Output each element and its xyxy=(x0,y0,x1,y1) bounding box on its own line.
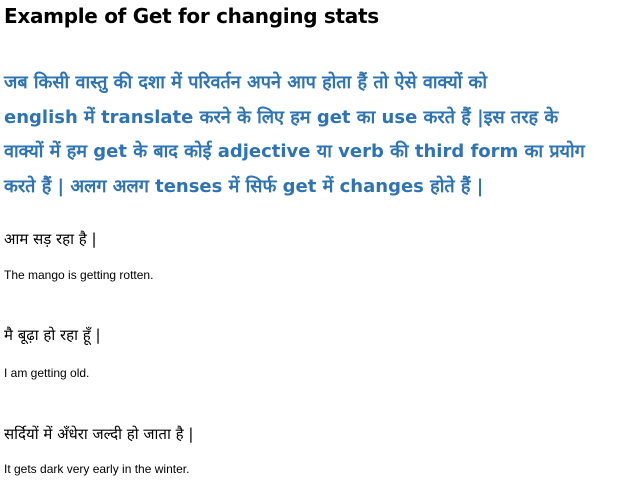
intro-line: english में translate करने के लिए हम get का use करते हैं |इस तरह के xyxy=(4,106,559,128)
example-english-2: I am getting old. xyxy=(4,366,90,380)
intro-line: जब किसी वास्तु की दशा में परिवर्तन अपने आप होता हैं तो ऐसे वाक्यों को xyxy=(4,72,488,93)
intro-paragraph xyxy=(4,66,620,204)
example-english-3: It gets dark very early in the winter. xyxy=(4,462,190,476)
example-hindi-1: आम सड़ रहा है | xyxy=(4,230,97,248)
example-hindi-2: मै बूढ़ा हो रहा हूँ | xyxy=(4,326,101,344)
example-hindi-3: सर्दियों में अँधेरा जल्दी हो जाता है | xyxy=(4,425,194,443)
intro-line: करते हैं | अलग अलग tenses में सिर्फ get में changes होते हैं | xyxy=(4,175,484,197)
intro-line: वाक्यों में हम get के बाद कोई adjective या verb की third form का प्रयोग xyxy=(4,141,585,162)
example-english-1: The mango is getting rotten. xyxy=(4,268,154,282)
page-title: Example of Get for changing stats xyxy=(4,4,379,28)
